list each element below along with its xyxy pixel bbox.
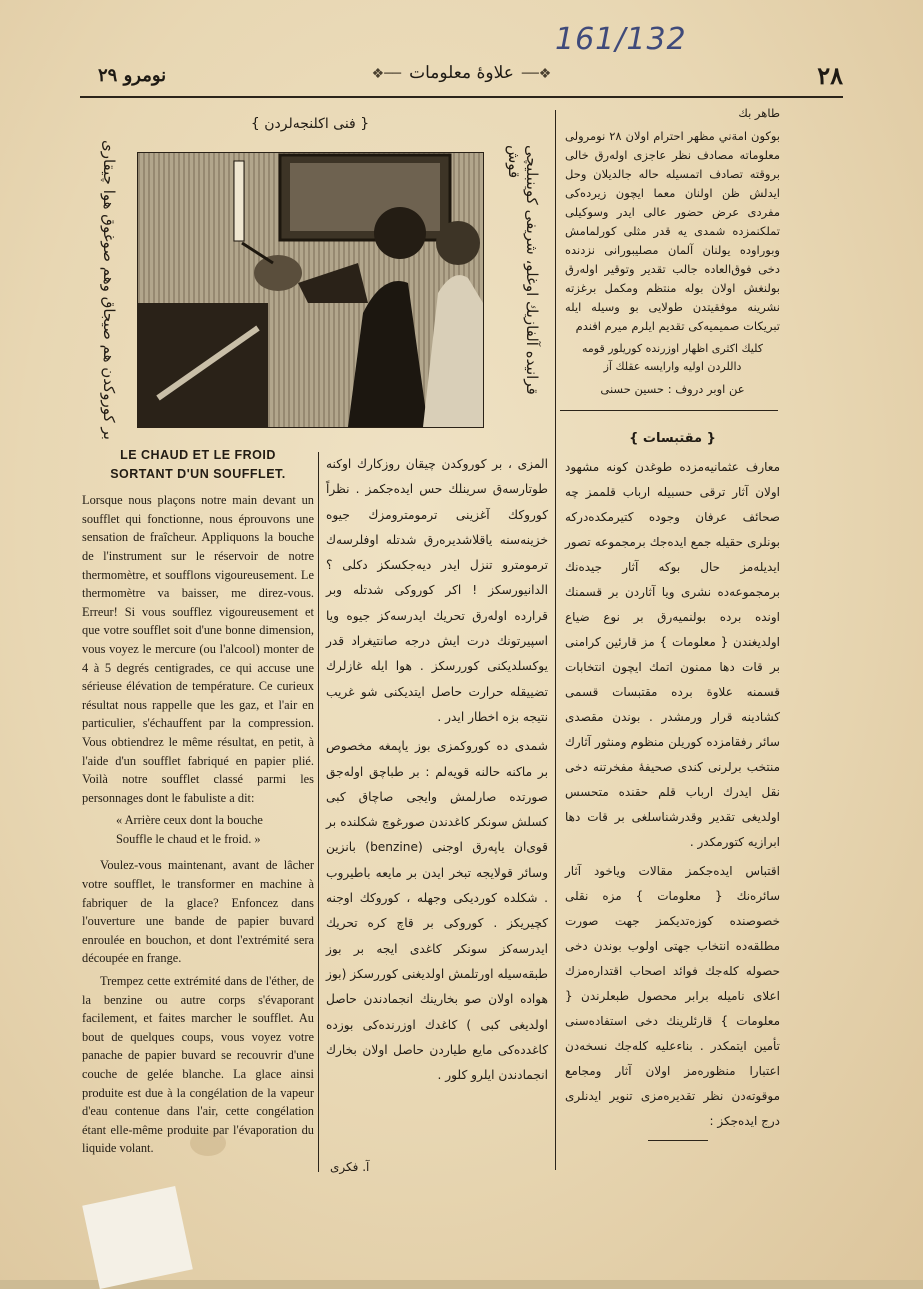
ottoman-paragraph: شمدی ده كوروكمزی بوز یاپمغه مخصوص بر ماكنه حالنه قویه‌لم : بر طباچق اوله‌جق صورتده صارلمش وایجی صاچاق كبی كسلش سونكر كاغدندن صورغوچ شكلنده بر قوی‌ان یاپه‌رق اوجنی (benzine) بانزین وسائر قولایجه تبخر ایدن بر مایعه باطیروب . شكلده كوردیكی وجهله ، كوروكك اوجنه كچیریكز . كوروكی بر قاچ كره تحریك ایدرسه‌كز سونكر كاغدی ایجه بر بوز طبقه‌سیله اورتلمش اولدیغنی كوررسكز (بوز هواده اولان صو بخارینك انجمادندن حاصل اولدیغی كبی ) كاغدك اوزرنده‌كی بوزده كاغدده‌كی مایع طیاردن حاصل اولان بخارك انجمادندن ایلرو كلور .: [326, 739, 549, 1083]
journal-title: ❖──علاوۀ معلومات──❖: [371, 63, 552, 83]
issue-number: نومرو ٢٩: [98, 65, 167, 86]
section-rule: [560, 410, 778, 411]
end-rule: [648, 1140, 708, 1141]
letter-signature: عن اوبر دروف : حسین حسنی: [600, 382, 745, 396]
torn-corner: [82, 1186, 193, 1289]
right-column: [565, 104, 780, 403]
section-heading: { فنی اكلنجه‌لردن }: [250, 116, 370, 132]
french-quote: Souffle le chaud et le froid. »: [116, 831, 261, 846]
section-paragraph: معارف عثمانیه‌مزده طوغدن كونه مشهود اولان آثار ترقی حسبیله ارباب قلممز چه صحائف عرفان وجوده كتیرمكده‌دركه بونلری حقیله جمع ایده‌جك برمجموعه تصور ایدیله‌مز حال بوكه آثار جیده‌نك برمجموعه‌ده نشری ویا آثاردن بر قسمنك اونده برده بولنمیه‌رق بر نوع ضیاع اولدیغندن { معلومات } مز قارئین كرامنی بر قات دها ممنون اتمك ایچون انتخابات قسمنه علاوة برده مقتبسات قسمی كشادینه قرار ورمشدر . بوندن مقصدی سائر رفقامزده كوریلن منظوم ومنثور آثارك منتخب برلرنی كندی صحیفۀ مفخرتنه دخی نقل ایدرك ارباب قلم حقنده متحسس اولدیغی تقدیر وقدرشناسلغی بر قات دها ابرازیه كتورمكدر .: [565, 460, 780, 849]
french-quote: « Arrière ceux dont la bouche: [116, 813, 263, 828]
french-paragraph: Voulez-vous maintenant, avant de lâcher votre soufflet, le transformer en machine à fabriquer de la glace? Enfoncez dans l'ouverture une bande de papier buvard enroulée en bouchon, et dont l'extrémité sera découpée en frange.: [82, 858, 314, 966]
french-title: LE CHAUD ET LE FROID: [120, 448, 276, 462]
ornament-left-icon: ❖──: [521, 66, 552, 82]
caption-right: قرانیده آلفازیك اوغلو، شریفی كوینبلیچی قوش: [505, 145, 541, 395]
letter-text: بوكون امة‌ني مظهر احترام اولان ٢٨ نومرولی معلوماته مصادف نظر عاجزی اوله‌رق خالی بروقته تصادف اتمسیله حاله جالدیلان وحل ایدلش ظن اولنان معما ایچون زیرده‌كی مفردی عرض حضور عالی ایدر وسوكیلی تملكنمزده شمدی یه قدر مثلی كورلمامش وبوراوده یولنان آلمان مصلیبورانی نزدنده دخی فوق‌العاده جالب تقدیر وتوقیر اوله‌رق بولنغش اولان بوله منتظم ومكمل برغزته نشرینه موفقیتدن طولایی بو وسیله ایله تبریكات صمیمیه‌كی تقدیم ایلرم میرم افندم: [565, 129, 781, 333]
french-paragraph: Lorsque nous plaçons notre main devant un soufflet qui fonctionne, nous éprouvons une sensation de fraîcheur. Appliquons la bouche de l'instrument sur le réservoir de notre thermomètre, et soufflons vigoureusement. Le thermomètre va baisser, me direz-vous. Erreur! Si vous soufflez vigoureusement et que votre soufflet soit d'une bonne dimension, vous voyez le mercure (ou l'alcool) monter de 4 à 5 degrés centigrades, ce qui accuse une sérieuse élévation de température. Ce curieux résultat nous rappelle que les gaz, et l'air en particulier, s'échauffent par la compression. Vous obtiendrez le même résultat, en petit, à l'aide d'un soufflet fabriqué en papier plié. Voilà notre soufflet classé parmi les personnages dont le fabuliste a dit:: [82, 493, 314, 805]
header-rule: [80, 96, 843, 98]
french-column: [82, 446, 314, 1162]
author-signature: آ. فكری: [330, 1160, 370, 1174]
french-paragraph: Trempez cette extrémité dans de l'éther, de la benzine ou autre corps s'évaporant facilement, et faites marcher le soufflet. Au bout de quelques coups, vous voyez votre panache de papier buvard se recouvrir d'une couche de gelée blanche. La glace ainsi produite est due à la congélation de la vapeur d'eau contenue dans l'air, cette congélation étant elle-même produite par l'évaporation du liquide volant.: [82, 974, 314, 1156]
ornament-right-icon: ──❖: [371, 66, 402, 82]
page-header: [80, 55, 843, 97]
column-divider: [555, 110, 556, 1170]
ottoman-paragraph: المزی ، بر كوروكدن چیقان روزكارك اوكنه طوتارسه‌ق سرینلك حس ایده‌جكمز . نظراً كوروكك آغزینی ترمومترومزك جیوه خزینه‌سنه یاقلاشدیره‌رق شدتله اوفلرسه‌ك ترمومترو تنزل ایدر دیه‌جكسكز دكلی ؟ الدانیورسكز ! اكر كوروكی شدتله وبر قرارده اوله‌رق تحریك ایدرسه‌كز جیوه ویا اسپیرتونك درت ایش درجه صانتیغراد قدر یوكسلدیكنی كوررسكز . هوا ایله غازلرك تضییقله حرارت حاصل ایتدیكنی شو غریب نتیجه بزه اخطار ایدر .: [326, 457, 548, 724]
section-paragraph: اقتباس ایده‌جكمز مقالات ویاخود آثار سائره‌نك { معلومات } مزه نقلی خصوصنده كوزه‌تدیكمز جهت صورت مطلقه‌ده انتخاب جهتی اولوب بوندن دخی حصوله كله‌جك فوائد اصحاب اقتداره‌مزك اعلای نامیله برابر محصول طبعلرندن { معلومات } قارئلرینك دخی استفاده‌سنی تأمین ایتمكدر . بناءعلیه كله‌جك نسخه‌دن اعتبارا منظوره‌مز اولان آثار ومجامع موقوته‌دن نظر تقدیره‌مزی تنویر ایدنلری درج ایده‌جكز :: [565, 864, 780, 1128]
handwritten-number: 161/132: [555, 22, 687, 57]
french-subtitle: SORTANT D'UN SOUFFLET.: [110, 466, 286, 481]
section-title: { مقتبسات }: [629, 431, 716, 446]
caption-left: بر كوروكدن هم صیجاق وهم صوغوق هوا چیقاری: [100, 140, 118, 440]
salutation: طاهر بك: [738, 106, 780, 120]
ottoman-column: [326, 452, 548, 1092]
engraving-illustration: [137, 152, 484, 428]
verse: كلیك اكثری اظهار اوزرنده كوریلور قومه داللردن اولیه وارایسه عقلك آز: [581, 342, 764, 373]
bellows-engraving: [138, 153, 483, 427]
muqtabasat-section: [565, 426, 780, 1138]
page-number: ٢٨: [817, 61, 843, 90]
inner-column-divider: [318, 452, 319, 1172]
